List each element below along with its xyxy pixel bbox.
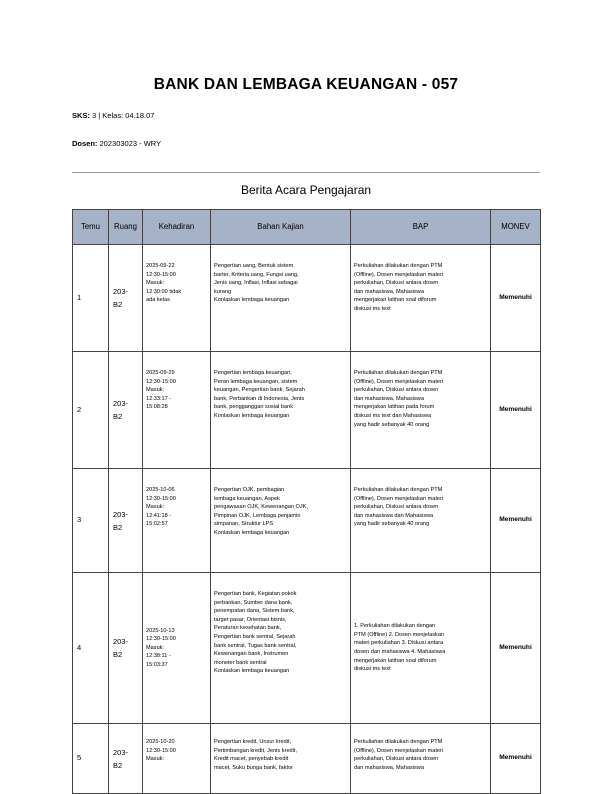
cell-bahan-kajian: Pengertian lembaga keuangan, Peran lembaga keuangan, sistem keuangan, Pengertian bank, Sejarah bank, Perbankan di Indonesia, Jenis bank, pengganggan sosial bank Konlaskan lembaga keuangan (211, 352, 351, 469)
cell-bahan-kajian: Pengertian OJK, pembagian lembaga keuangan, Aspek pengawasan OJK, Kewenangan OJK, Pimpinan OJK, Lembaga penjamin simpanan, Struktur LPS Konlaskan lembaga keuangan (211, 469, 351, 573)
table-row (73, 724, 541, 794)
cell-ruang: 203- B2 (109, 573, 143, 724)
course-lecturer (72, 139, 161, 148)
header-temu: Temu (73, 210, 109, 245)
cell-ruang: 203- B2 (109, 245, 143, 352)
cell-temu: 2 (73, 352, 109, 469)
cell-monev: Memenuhi (491, 724, 541, 794)
header-monev: MONEV (491, 210, 541, 245)
cell-kehadiran: 2025-09-29 12:30-15:00 Masuk: 12:33:17 - 15:08:28 (143, 352, 211, 469)
teaching-record-table (72, 209, 541, 794)
header-kehadiran: Kehadiran (143, 210, 211, 245)
cell-bap: Perkuliahan dilakukan dengan PTM (Offline), Dosen menjelaskan materi perkuliahan, Diskusi antara dosen dan mahasiswa dan Mahasiswa yang hadir sebanyak 40 orang (351, 469, 491, 573)
cell-temu: 1 (73, 245, 109, 352)
cell-monev: Memenuhi (491, 573, 541, 724)
cell-bap: 1. Perkuliahan dilakukan dengan PTM (Offline) 2. Dosen menjelaskan materi perkuliahan 3. Diskusi antara dosen dan mahasiswa 4. Mahasiswa mengerjakan latihan soal diforum diskusi ms text (351, 573, 491, 724)
sks-value: 3 | Kelas: 04.18.07 (92, 111, 155, 120)
cell-kehadiran: 2025-09-22 12:30-15:00 Masuk: 12:30:00 tidak ada kelas (143, 245, 211, 352)
table-row (73, 573, 541, 724)
cell-ruang: 203- B2 (109, 724, 143, 794)
cell-monev: Memenuhi (491, 469, 541, 573)
table-row (73, 245, 541, 352)
cell-kehadiran: 2025-10-06 12:30-15:00 Masuk: 12:41:18 - 15:02:57 (143, 469, 211, 573)
divider (72, 172, 540, 173)
cell-temu: 4 (73, 573, 109, 724)
cell-bahan-kajian: Pengertian bank, Kegiatan pokok perbankan, Sumber dana bank, penempatan dana, Sistem bank, target pasar, Orientasi bisnis, Peraturan kesehatan bank, Pengertian bank sentral, Sejarah bank sentral, Tugas bank sentral, Kewenangan bank, Instrumen moneter bank sentral Konlaskan lembaga keuangan (211, 573, 351, 724)
cell-bap: Perkuliahan dilakukan dengan PTM (Offline), Dosen menjelaskan materi perkuliahan, Diskusi antara dosen dan mahasiswa, Mahasiswa mengerjakan latihan pada forum diskusi ms text dan Mahasiswa yang hadir sebanyak 40 orang (351, 352, 491, 469)
cell-kehadiran: 2025-10-20 12:30-15:00 Masuk: (143, 724, 211, 794)
dosen-label: Dosen: (72, 139, 98, 148)
cell-bap: Perkuliahan dilakukan dengan PTM (Offline), Dosen menjelaskan materi perkuliahan, Diskusi antara dosen dan mahasiswa, Mahasiswa (351, 724, 491, 794)
table-header-row (73, 210, 541, 245)
header-bap: BAP (351, 210, 491, 245)
cell-ruang: 203- B2 (109, 469, 143, 573)
dosen-value: 202303023 - WRY (99, 139, 162, 148)
course-sks-class (72, 111, 154, 120)
header-bahan-kajian: Bahan Kajian (211, 210, 351, 245)
cell-bahan-kajian: Pengertian kredit, Unsur kredit, Pertimbangan kredit, Jenis kredit, Kredit macet, penyebab kredit macet, Suku bunga bank, faktor (211, 724, 351, 794)
cell-temu: 5 (73, 724, 109, 794)
cell-kehadiran: 2025-10-13 12:30-15:00 Masuk: 12:38:11 - 15:03:37 (143, 573, 211, 724)
cell-bahan-kajian: Pengertian uang, Bentuk sistem barter, Kriteria uang, Fungsi uang, Jenis uang, Inflasi, Inflasi sebagai kurang Konlaskan lembaga keuangan (211, 245, 351, 352)
cell-ruang: 203- B2 (109, 352, 143, 469)
section-title: Berita Acara Pengajaran (240, 183, 372, 197)
table-row (73, 469, 541, 573)
document-title: BANK DAN LEMBAGA KEUANGAN - 057 (153, 76, 459, 93)
cell-temu: 3 (73, 469, 109, 573)
sks-label: SKS: (72, 111, 90, 120)
cell-bap: Perkuliahan dilakukan dengan PTM (Offline), Dosen menjelaskan materi perkuliahan, Diskusi antara dosen dan mahasiswa, Mahasiswa mengerjakan latihan soal diforum diskusi ms text (351, 245, 491, 352)
header-ruang: Ruang (109, 210, 143, 245)
table-row (73, 352, 541, 469)
cell-monev: Memenuhi (491, 245, 541, 352)
cell-monev: Memenuhi (491, 352, 541, 469)
